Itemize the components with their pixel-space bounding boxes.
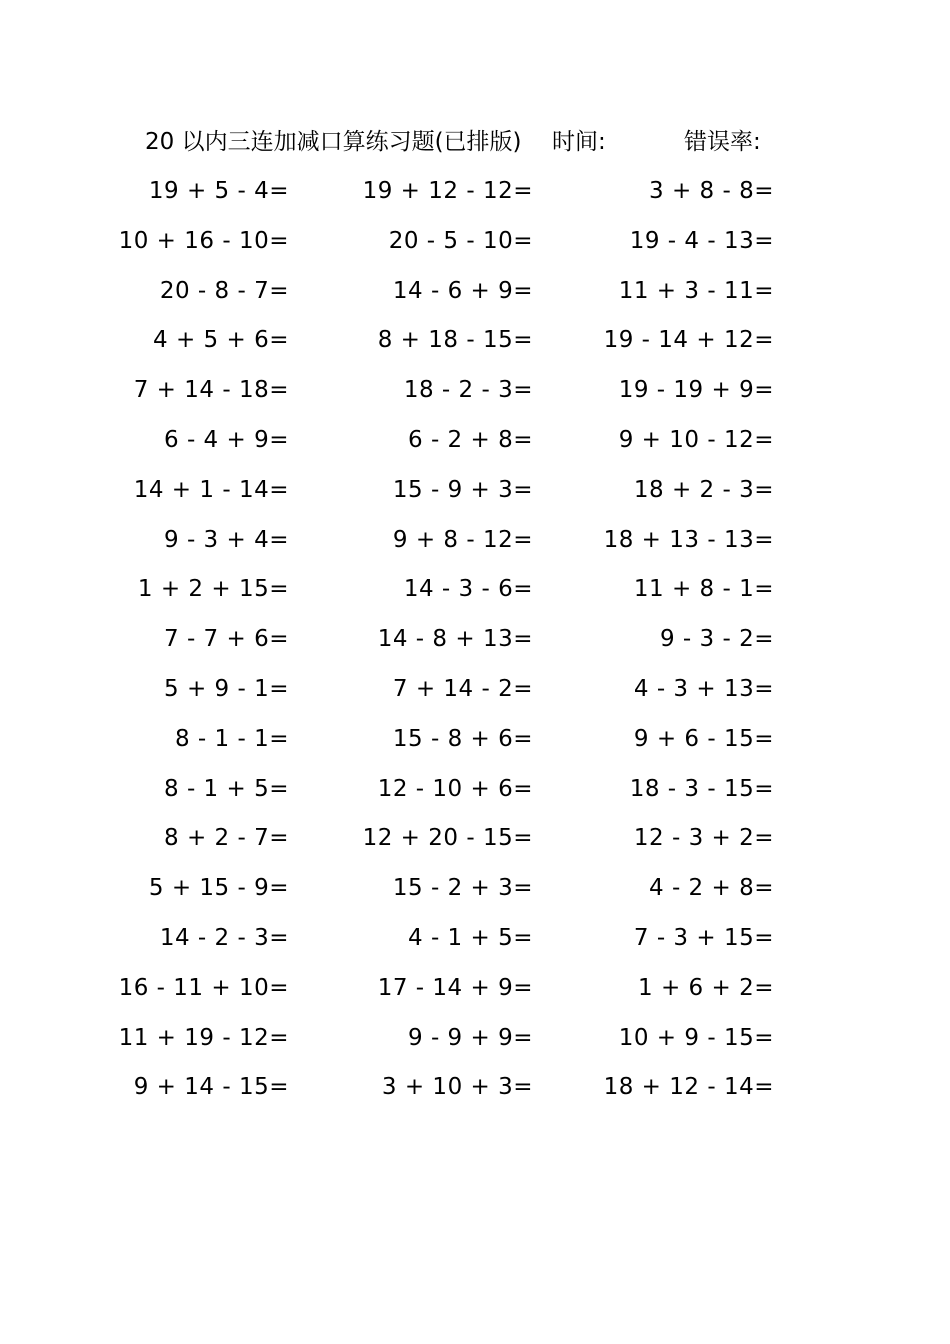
problem-row	[0, 870, 950, 920]
problem-row	[0, 771, 950, 821]
arithmetic-problem: 11 + 8 - 1=	[633, 576, 774, 603]
arithmetic-problem: 7 - 7 + 6=	[164, 626, 289, 653]
problem-grid	[0, 173, 950, 1119]
arithmetic-problem: 14 - 6 + 9=	[392, 277, 533, 304]
arithmetic-problem: 18 + 12 - 14=	[603, 1074, 774, 1101]
arithmetic-problem: 10 + 9 - 15=	[618, 1024, 774, 1051]
arithmetic-problem: 9 - 9 + 9=	[408, 1024, 533, 1051]
arithmetic-problem: 9 + 8 - 12=	[392, 526, 533, 553]
arithmetic-problem: 14 - 8 + 13=	[377, 626, 533, 653]
problem-row	[0, 1069, 950, 1119]
arithmetic-problem: 10 + 16 - 10=	[118, 227, 289, 254]
arithmetic-problem: 11 + 19 - 12=	[118, 1024, 289, 1051]
arithmetic-problem: 18 + 13 - 13=	[603, 526, 774, 553]
arithmetic-problem: 11 + 3 - 11=	[618, 277, 774, 304]
problem-row	[0, 820, 950, 870]
arithmetic-problem: 14 + 1 - 14=	[133, 476, 289, 503]
arithmetic-problem: 17 - 14 + 9=	[377, 974, 533, 1001]
arithmetic-problem: 7 + 14 - 2=	[392, 675, 533, 702]
arithmetic-problem: 8 + 18 - 15=	[377, 327, 533, 354]
arithmetic-problem: 5 + 15 - 9=	[148, 875, 289, 902]
arithmetic-problem: 7 - 3 + 15=	[633, 924, 774, 951]
problem-row	[0, 372, 950, 422]
arithmetic-problem: 8 + 2 - 7=	[164, 825, 289, 852]
arithmetic-problem: 8 - 1 - 1=	[174, 725, 289, 752]
arithmetic-problem: 12 + 20 - 15=	[362, 825, 533, 852]
problem-row	[0, 422, 950, 472]
problem-row	[0, 322, 950, 372]
arithmetic-problem: 4 + 5 + 6=	[153, 327, 289, 354]
arithmetic-problem: 15 - 8 + 6=	[392, 725, 533, 752]
problem-row	[0, 920, 950, 970]
arithmetic-problem: 4 - 2 + 8=	[649, 875, 774, 902]
arithmetic-problem: 5 + 9 - 1=	[164, 675, 289, 702]
arithmetic-problem: 9 + 10 - 12=	[618, 426, 774, 453]
arithmetic-problem: 20 - 8 - 7=	[159, 277, 289, 304]
arithmetic-problem: 16 - 11 + 10=	[118, 974, 289, 1001]
problem-row	[0, 1020, 950, 1070]
time-label: 时间:	[552, 129, 606, 155]
arithmetic-problem: 19 - 4 - 13=	[629, 227, 774, 254]
arithmetic-problem: 3 + 10 + 3=	[381, 1074, 533, 1101]
arithmetic-problem: 9 - 3 + 4=	[164, 526, 289, 553]
arithmetic-problem: 19 + 12 - 12=	[362, 178, 533, 204]
arithmetic-problem: 1 + 6 + 2=	[638, 974, 774, 1001]
arithmetic-problem: 18 - 2 - 3=	[403, 377, 533, 404]
arithmetic-problem: 19 - 14 + 12=	[603, 327, 774, 354]
problem-row	[0, 970, 950, 1020]
arithmetic-problem: 4 - 3 + 13=	[633, 675, 774, 702]
arithmetic-problem: 3 + 8 - 8=	[649, 178, 774, 204]
problem-row	[0, 621, 950, 671]
arithmetic-problem: 18 + 2 - 3=	[633, 476, 774, 503]
problem-row	[0, 472, 950, 522]
arithmetic-problem: 12 - 3 + 2=	[633, 825, 774, 852]
arithmetic-problem: 15 - 9 + 3=	[392, 476, 533, 503]
arithmetic-problem: 18 - 3 - 15=	[629, 775, 774, 802]
problem-row	[0, 273, 950, 323]
problem-row	[0, 671, 950, 721]
problem-row	[0, 522, 950, 572]
arithmetic-problem: 12 - 10 + 6=	[377, 775, 533, 802]
arithmetic-problem: 8 - 1 + 5=	[164, 775, 289, 802]
error-rate-label: 错误率:	[684, 129, 761, 155]
arithmetic-problem: 20 - 5 - 10=	[388, 227, 533, 254]
arithmetic-problem: 9 - 3 - 2=	[659, 626, 774, 653]
arithmetic-problem: 14 - 3 - 6=	[403, 576, 533, 603]
arithmetic-problem: 14 - 2 - 3=	[159, 924, 289, 951]
arithmetic-problem: 6 - 4 + 9=	[164, 426, 289, 453]
problem-row	[0, 571, 950, 621]
worksheet-header	[0, 124, 950, 160]
problem-row	[0, 173, 950, 223]
problem-row	[0, 721, 950, 771]
arithmetic-problem: 6 - 2 + 8=	[408, 426, 533, 453]
arithmetic-problem: 15 - 2 + 3=	[392, 875, 533, 902]
arithmetic-problem: 4 - 1 + 5=	[408, 924, 533, 951]
arithmetic-problem: 9 + 6 - 15=	[633, 725, 774, 752]
arithmetic-problem: 1 + 2 + 15=	[137, 576, 289, 603]
arithmetic-problem: 19 + 5 - 4=	[148, 178, 289, 204]
worksheet-title: 20 以内三连加减口算练习题(已排版)	[145, 129, 522, 155]
problem-row	[0, 223, 950, 273]
arithmetic-problem: 9 + 14 - 15=	[133, 1074, 289, 1101]
arithmetic-problem: 7 + 14 - 18=	[133, 377, 289, 404]
arithmetic-problem: 19 - 19 + 9=	[618, 377, 774, 404]
